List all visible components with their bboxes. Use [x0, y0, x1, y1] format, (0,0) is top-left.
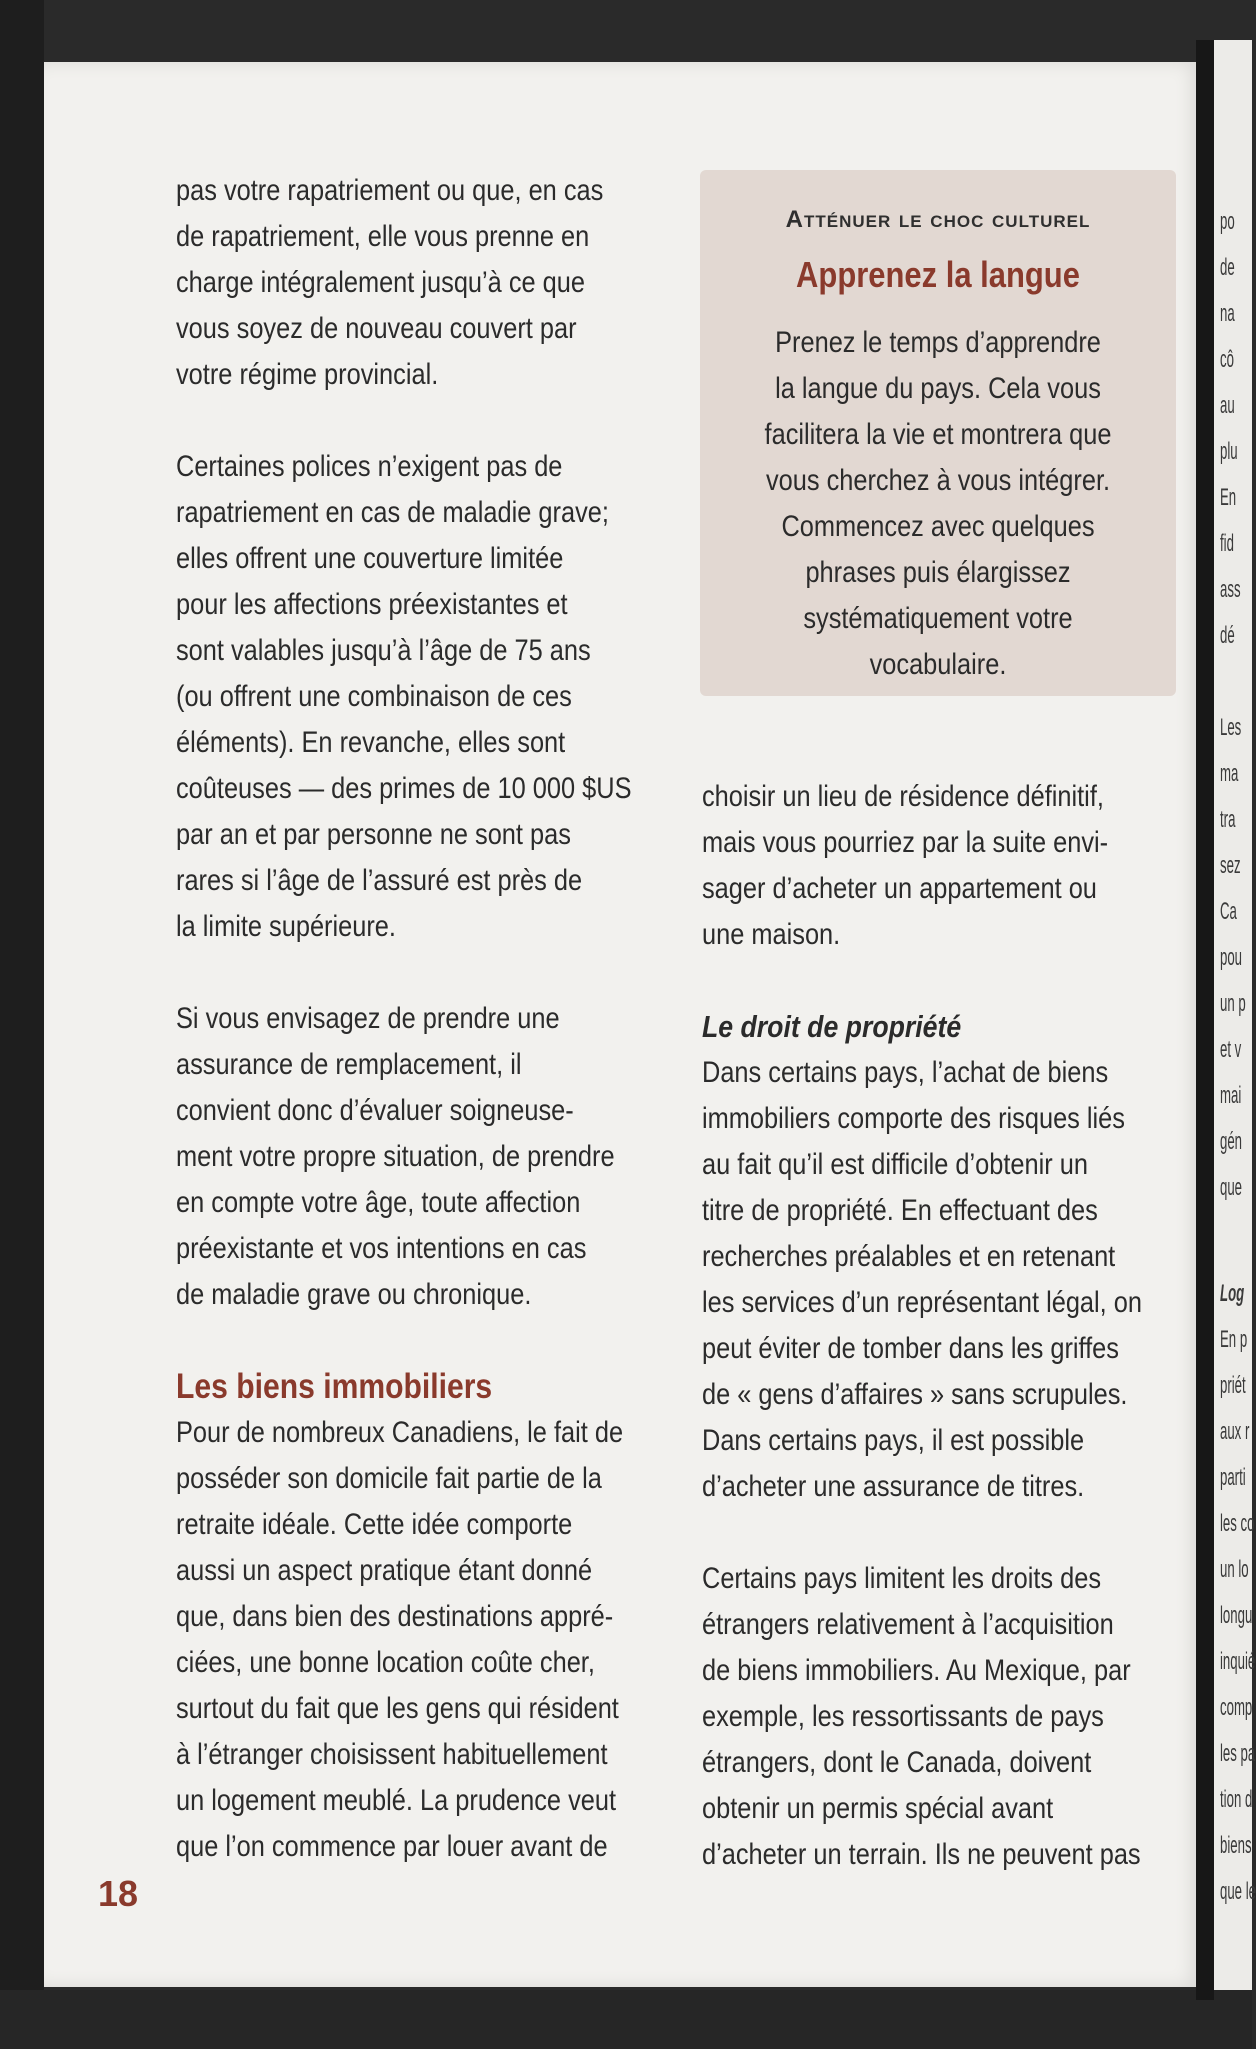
- next-page-fragment: mai: [1220, 1082, 1242, 1109]
- next-page-fragment: ass: [1220, 576, 1241, 603]
- text-line: par an et par personne ne sont pas: [176, 818, 571, 851]
- text-line: à l’étranger choisissent habituellement: [176, 1738, 608, 1771]
- next-page-fragment: que: [1220, 1174, 1243, 1201]
- next-page-fragment: que le: [1220, 1878, 1256, 1905]
- text-line: éléments). En revanche, elles sont: [176, 726, 566, 759]
- text-line: pas votre rapatriement ou que, en cas: [176, 174, 604, 207]
- next-page-fragment: na: [1220, 300, 1235, 327]
- next-page-fragment: au: [1220, 392, 1235, 419]
- text-line: choisir un lieu de résidence définitif,: [702, 780, 1104, 813]
- next-page-fragment: de: [1220, 254, 1235, 281]
- next-page-fragment: po: [1220, 208, 1235, 235]
- left-column: [176, 168, 666, 1870]
- next-page-fragment: inquié: [1220, 1648, 1256, 1675]
- next-page-edge: [1214, 40, 1256, 1990]
- text-line: coûteuses — des primes de 10 000 $US: [176, 772, 632, 805]
- text-line: sont valables jusqu’à l’âge de 75 ans: [176, 634, 591, 667]
- paragraph-real-estate: [176, 1410, 666, 1870]
- text-line: d’acheter une assurance de titres.: [702, 1470, 1085, 1503]
- next-page-fragment: En: [1220, 484, 1237, 511]
- text-line: titre de propriété. En effectuant des: [702, 1194, 1098, 1227]
- next-page-fragment: comp: [1220, 1694, 1253, 1721]
- subheading-property-rights: Le droit de propriété: [702, 1009, 962, 1044]
- text-line: aussi un aspect pratique étant donné: [176, 1554, 593, 1587]
- text-line: pour les affections préexistantes et: [176, 588, 568, 621]
- next-page-fragment: Log: [1220, 1280, 1245, 1307]
- right-column: [702, 774, 1192, 1878]
- callout-box: [700, 170, 1176, 696]
- next-page-fragment: En p: [1220, 1326, 1248, 1353]
- text-line: de maladie grave ou chronique.: [176, 1278, 532, 1311]
- next-page-fragment: gén: [1220, 1128, 1243, 1155]
- next-page-fragment: et v: [1220, 1036, 1242, 1063]
- next-page-fragment: sez: [1220, 852, 1241, 879]
- callout-kicker: Atténuer le choc culturel: [785, 206, 1091, 233]
- text-line: systématiquement votre: [803, 602, 1073, 635]
- text-line: facilitera la vie et montrera que: [764, 418, 1112, 451]
- text-line: peut éviter de tomber dans les griffes: [702, 1332, 1119, 1365]
- text-line: ment votre propre situation, de prendre: [176, 1140, 615, 1173]
- text-line: étrangers, dont le Canada, doivent: [702, 1746, 1092, 1779]
- paragraph-foreign-ownership: [702, 1556, 1192, 1878]
- next-page-fragment: ma: [1220, 760, 1239, 787]
- next-page-fragment: plu: [1220, 438, 1238, 465]
- text-line: elles offrent une couverture limitée: [176, 542, 564, 575]
- text-line: assurance de remplacement, il: [176, 1048, 522, 1081]
- next-page-fragment: les pa: [1220, 1740, 1256, 1767]
- next-page-fragment: pou: [1220, 944, 1243, 971]
- text-line: de « gens d’affaires » sans scrupules.: [702, 1378, 1128, 1411]
- text-line: obtenir un permis spécial avant: [702, 1792, 1054, 1825]
- next-page-fragment: aux r: [1220, 1418, 1250, 1445]
- text-line: d’acheter un terrain. Ils ne peuvent pas: [702, 1838, 1141, 1871]
- text-line: étrangers relativement à l’acquisition: [702, 1608, 1114, 1641]
- text-line: la langue du pays. Cela vous: [775, 372, 1101, 405]
- text-line: Pour de nombreux Canadiens, le fait de: [176, 1416, 624, 1449]
- next-page-fragment: dé: [1220, 622, 1235, 649]
- text-line: de rapatriement, elle vous prenne en: [176, 220, 590, 253]
- text-line: votre régime provincial.: [176, 358, 439, 391]
- text-line: une maison.: [702, 918, 841, 951]
- text-line: un logement meublé. La prudence veut: [176, 1784, 617, 1817]
- text-line: exemple, les ressortissants de pays: [702, 1700, 1104, 1733]
- paragraph-residence: [702, 774, 1192, 958]
- text-line: Prenez le temps d’apprendre: [775, 326, 1101, 359]
- paragraph-repatriation: [176, 168, 666, 398]
- text-line: préexistante et vos intentions en cas: [176, 1232, 587, 1265]
- text-line: sager d’acheter un appartement ou: [702, 872, 1097, 905]
- text-line: vocabulaire.: [869, 648, 1007, 681]
- next-page-fragment: tra: [1220, 806, 1236, 833]
- backdrop-bottom: [0, 1990, 1252, 2049]
- text-line: surtout du fait que les gens qui résident: [176, 1692, 619, 1725]
- backdrop: [0, 0, 44, 2049]
- text-line: que, dans bien des destinations appré-: [176, 1600, 614, 1633]
- text-line: Certains pays limitent les droits des: [702, 1562, 1102, 1595]
- next-page-fragment: tion d: [1220, 1786, 1253, 1813]
- text-line: de biens immobiliers. Au Mexique, par: [702, 1654, 1131, 1687]
- paragraph-policies: [176, 444, 666, 950]
- text-line: (ou offrent une combinaison de ces: [176, 680, 572, 713]
- text-line: phrases puis élargissez: [805, 556, 1071, 589]
- callout-title: Apprenez la langue: [796, 254, 1080, 295]
- next-page-fragment: biens: [1220, 1832, 1252, 1859]
- text-line: posséder son domicile fait partie de la: [176, 1462, 602, 1495]
- section-heading-real-estate: Les biens immobiliers: [176, 1367, 493, 1406]
- next-page-fragment: longu: [1220, 1602, 1253, 1629]
- text-line: rapatriement en cas de maladie grave;: [176, 496, 609, 529]
- text-line: convient donc d’évaluer soigneuse-: [176, 1094, 574, 1127]
- text-line: vous soyez de nouveau couvert par: [176, 312, 577, 345]
- text-line: que l’on commence par louer avant de: [176, 1830, 608, 1863]
- text-line: Dans certains pays, il est possible: [702, 1424, 1085, 1457]
- text-line: rares si l’âge de l’assuré est près de: [176, 864, 583, 897]
- next-page-fragment: un p: [1220, 990, 1246, 1017]
- text-line: vous cherchez à vous intégrer.: [765, 464, 1111, 497]
- text-line: Certaines polices n’exigent pas de: [176, 450, 563, 483]
- text-line: en compte votre âge, toute affection: [176, 1186, 581, 1219]
- text-line: Dans certains pays, l’achat de biens: [702, 1056, 1109, 1089]
- next-page-fragment: Ca: [1220, 898, 1237, 925]
- next-page-fragment: cô: [1220, 346, 1234, 373]
- page-number: 18: [98, 1873, 139, 1914]
- text-line: charge intégralement jusqu’à ce que: [176, 266, 586, 299]
- text-line: immobiliers comporte des risques liés: [702, 1102, 1125, 1135]
- paragraph-property-rights: [702, 1050, 1192, 1510]
- text-line: retraite idéale. Cette idée comporte: [176, 1508, 573, 1541]
- text-line: Si vous envisagez de prendre une: [176, 1002, 560, 1035]
- text-line: les services d’un représentant légal, on: [702, 1286, 1143, 1319]
- next-page-fragment: un lo: [1220, 1556, 1249, 1583]
- text-line: ciées, une bonne location coûte cher,: [176, 1646, 595, 1679]
- text-line: recherches préalables et en retenant: [702, 1240, 1116, 1273]
- book-spine: [1196, 40, 1214, 2000]
- next-page-fragment: priét: [1220, 1372, 1246, 1399]
- next-page-fragment: les co: [1220, 1510, 1255, 1537]
- text-line: au fait qu’il est difficile d’obtenir un: [702, 1148, 1088, 1181]
- text-line: mais vous pourriez par la suite envi-: [702, 826, 1109, 859]
- text-line: la limite supérieure.: [176, 910, 396, 943]
- next-page-fragment: Les: [1220, 714, 1242, 741]
- text-line: Commencez avec quelques: [781, 510, 1095, 543]
- paragraph-replacement-insurance: [176, 996, 666, 1318]
- next-page-fragment: fid: [1220, 530, 1234, 557]
- next-page-fragment: parti: [1220, 1464, 1246, 1491]
- callout-body: [700, 320, 1176, 688]
